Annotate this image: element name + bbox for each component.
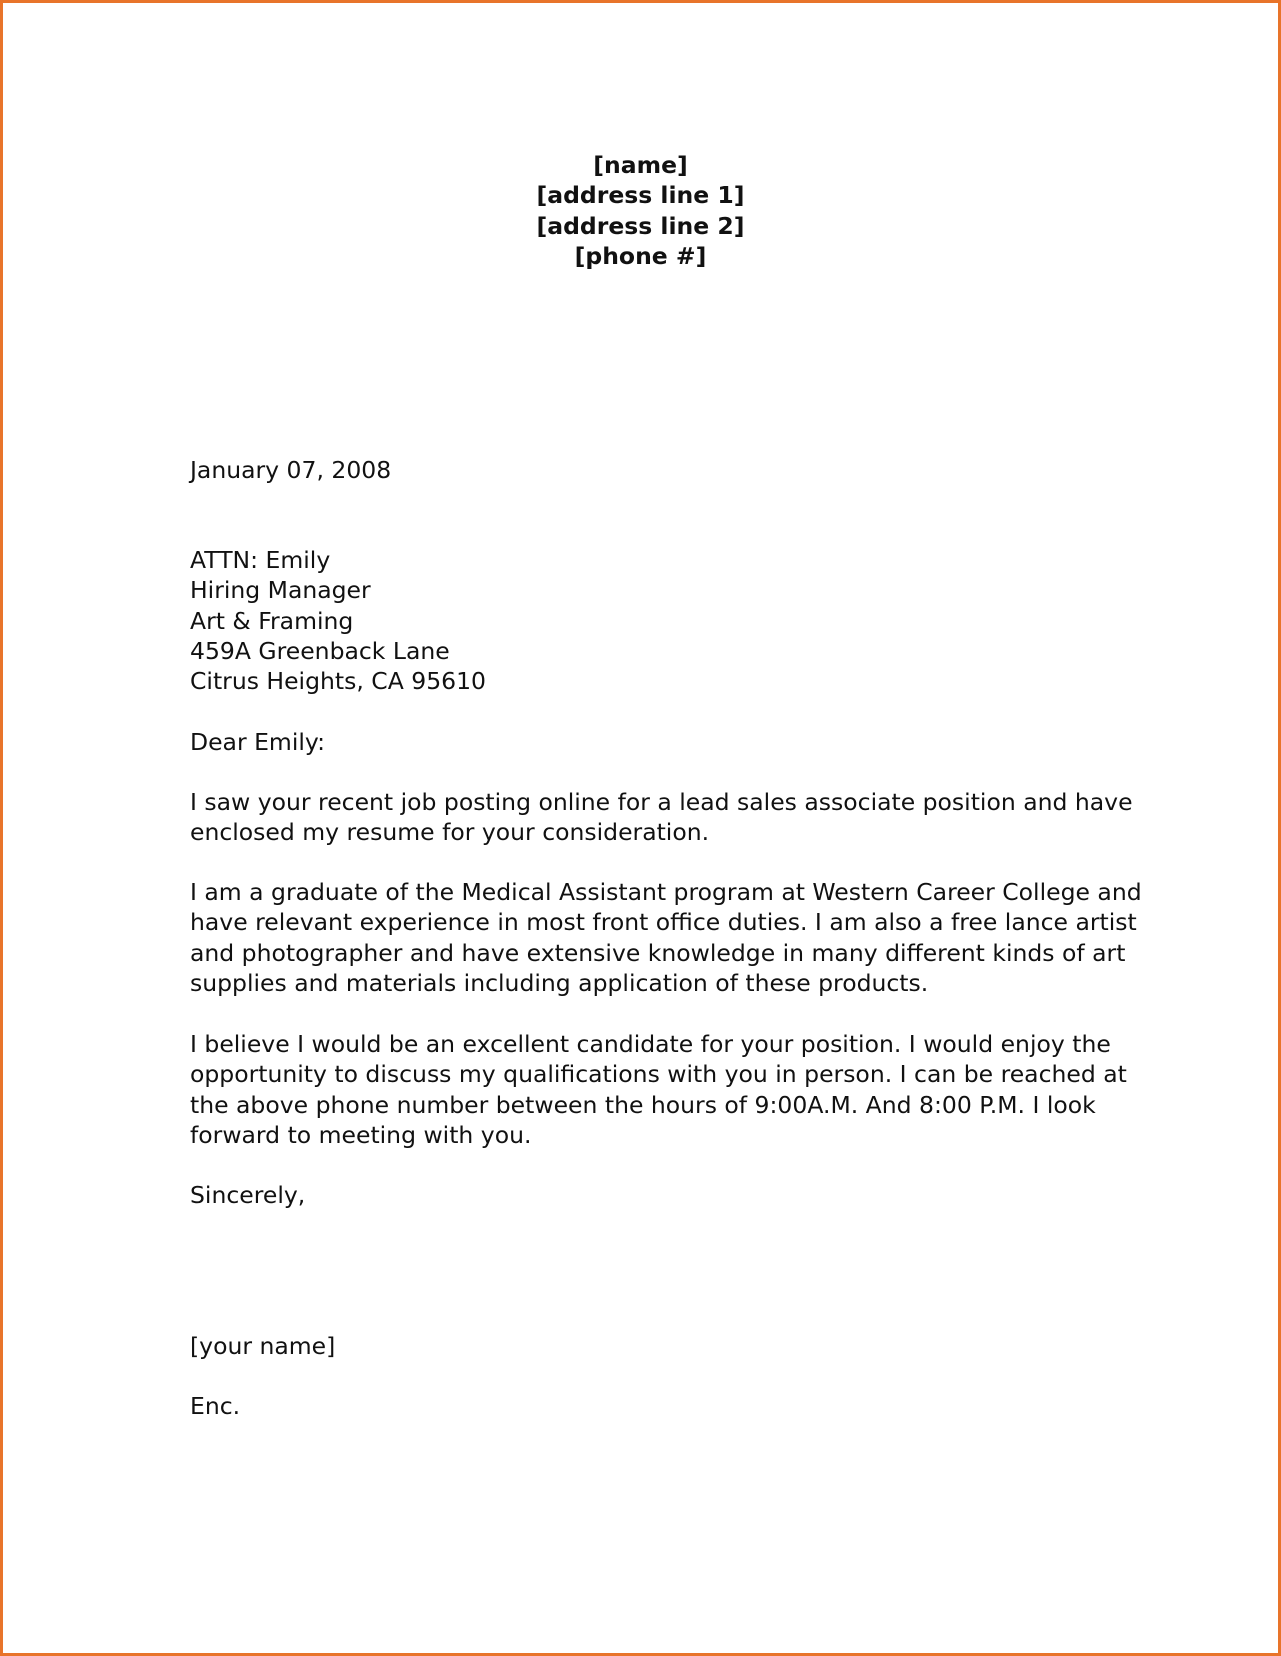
recipient-street: 459A Greenback Lane <box>190 636 450 665</box>
sender-address-line-1: [address line 1] <box>536 181 745 210</box>
paragraph-line: and photographer and have extensive knowledge in many different kinds of art <box>190 938 1126 967</box>
recipient-title: Hiring Manager <box>190 576 371 605</box>
paragraph-line: have relevant experience in most front office duties. I am also a free lance artist <box>190 908 1137 937</box>
salutation-text: Dear Emily: <box>190 728 325 756</box>
salutation <box>190 727 1110 757</box>
sender-name: [name] <box>593 151 688 179</box>
paragraph-line: forward to meeting with you. <box>190 1120 532 1149</box>
enclosure-text: Enc. <box>190 1392 241 1420</box>
paragraph-line: supplies and materials including application of these products. <box>190 968 929 997</box>
paragraph-3 <box>190 1029 1127 1150</box>
paragraph-line: I saw your recent job posting online for a lead sales associate position and have <box>190 788 1133 816</box>
sender-address-line-2: [address line 2] <box>536 211 745 240</box>
paragraph-2 <box>190 877 1142 998</box>
recipient-company: Art & Framing <box>190 606 354 635</box>
paragraph-line: enclosed my resume for your consideration. <box>190 818 710 847</box>
closing <box>190 1180 1110 1210</box>
closing-text: Sincerely, <box>190 1181 306 1209</box>
paragraph-line: the above phone number between the hours of 9:00A.M. And 8:00 P.M. I look <box>190 1090 1096 1119</box>
enclosure-note <box>190 1391 1110 1421</box>
recipient-attn: ATTN: Emily <box>190 546 331 574</box>
letterhead <box>0 150 1281 271</box>
date-text: January 07, 2008 <box>190 456 392 484</box>
letter-date <box>190 455 1110 485</box>
sender-phone: [phone #] <box>574 241 707 270</box>
paragraph-line: opportunity to discuss my qualifications with you in person. I can be reached at <box>190 1060 1127 1089</box>
signature-name <box>190 1331 1110 1361</box>
recipient-address-block <box>190 545 1110 696</box>
recipient-city-state-zip: Citrus Heights, CA 95610 <box>190 667 486 696</box>
paragraph-1 <box>190 787 1133 848</box>
paragraph-line: I believe I would be an excellent candidate for your position. I would enjoy the <box>190 1030 1111 1058</box>
signature-name-text: [your name] <box>190 1332 336 1360</box>
paragraph-line: I am a graduate of the Medical Assistant program at Western Career College and <box>190 878 1142 906</box>
